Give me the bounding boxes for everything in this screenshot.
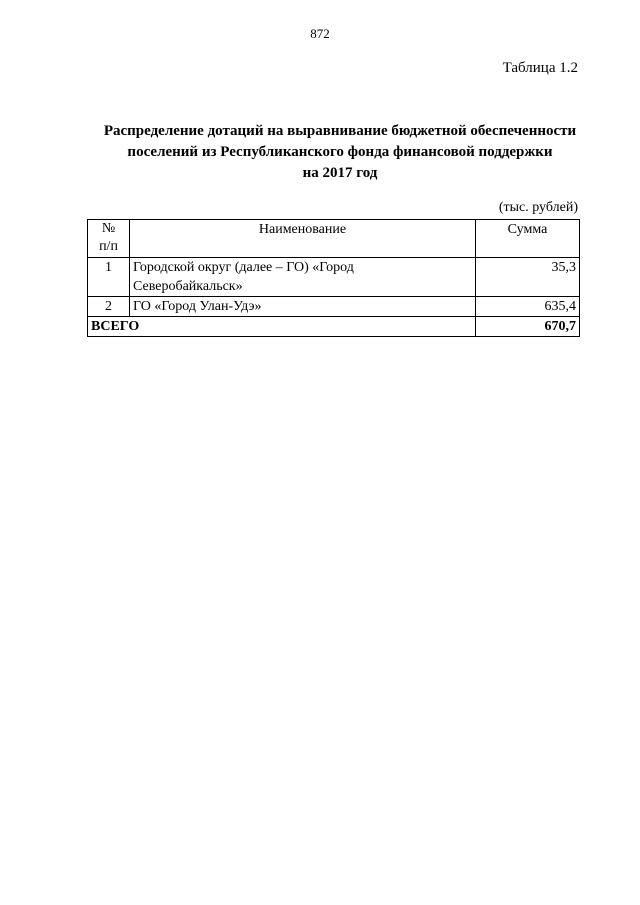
table-row	[88, 297, 580, 317]
title-line-2: поселений из Республиканского фонда финансовой поддержки	[127, 144, 553, 160]
table-header-row	[88, 220, 580, 258]
table-label: Таблица 1.2	[502, 60, 578, 76]
total-label: ВСЕГО	[88, 317, 476, 337]
page-number: 872	[310, 26, 330, 41]
header-number	[88, 220, 130, 258]
row-name: ГО «Город Улан-Удэ»	[130, 297, 476, 317]
row-sum: 635,4	[476, 297, 580, 317]
header-number-line-2: п/п	[99, 239, 118, 254]
table-total-row	[88, 317, 580, 337]
document-title	[80, 121, 600, 184]
units-note: (тыс. рублей)	[498, 200, 578, 215]
row-sum: 35,3	[476, 258, 580, 297]
total-sum: 670,7	[476, 317, 580, 337]
header-name: Наименование	[130, 220, 476, 258]
row-number: 2	[88, 297, 130, 317]
subsidy-table	[87, 219, 580, 337]
row-number: 1	[88, 258, 130, 297]
title-line-1: Распределение дотаций на выравнивание бюджетной обеспеченности	[103, 123, 577, 139]
table-row	[88, 258, 580, 297]
row-name-line-2: Северобайкальск»	[133, 279, 243, 294]
header-number-line-1: №	[101, 221, 116, 236]
row-name	[130, 258, 476, 297]
header-sum: Сумма	[476, 220, 580, 258]
row-name-line-1: Городской округ (далее – ГО) «Город	[133, 260, 354, 275]
title-line-3: на 2017 год	[302, 165, 378, 181]
